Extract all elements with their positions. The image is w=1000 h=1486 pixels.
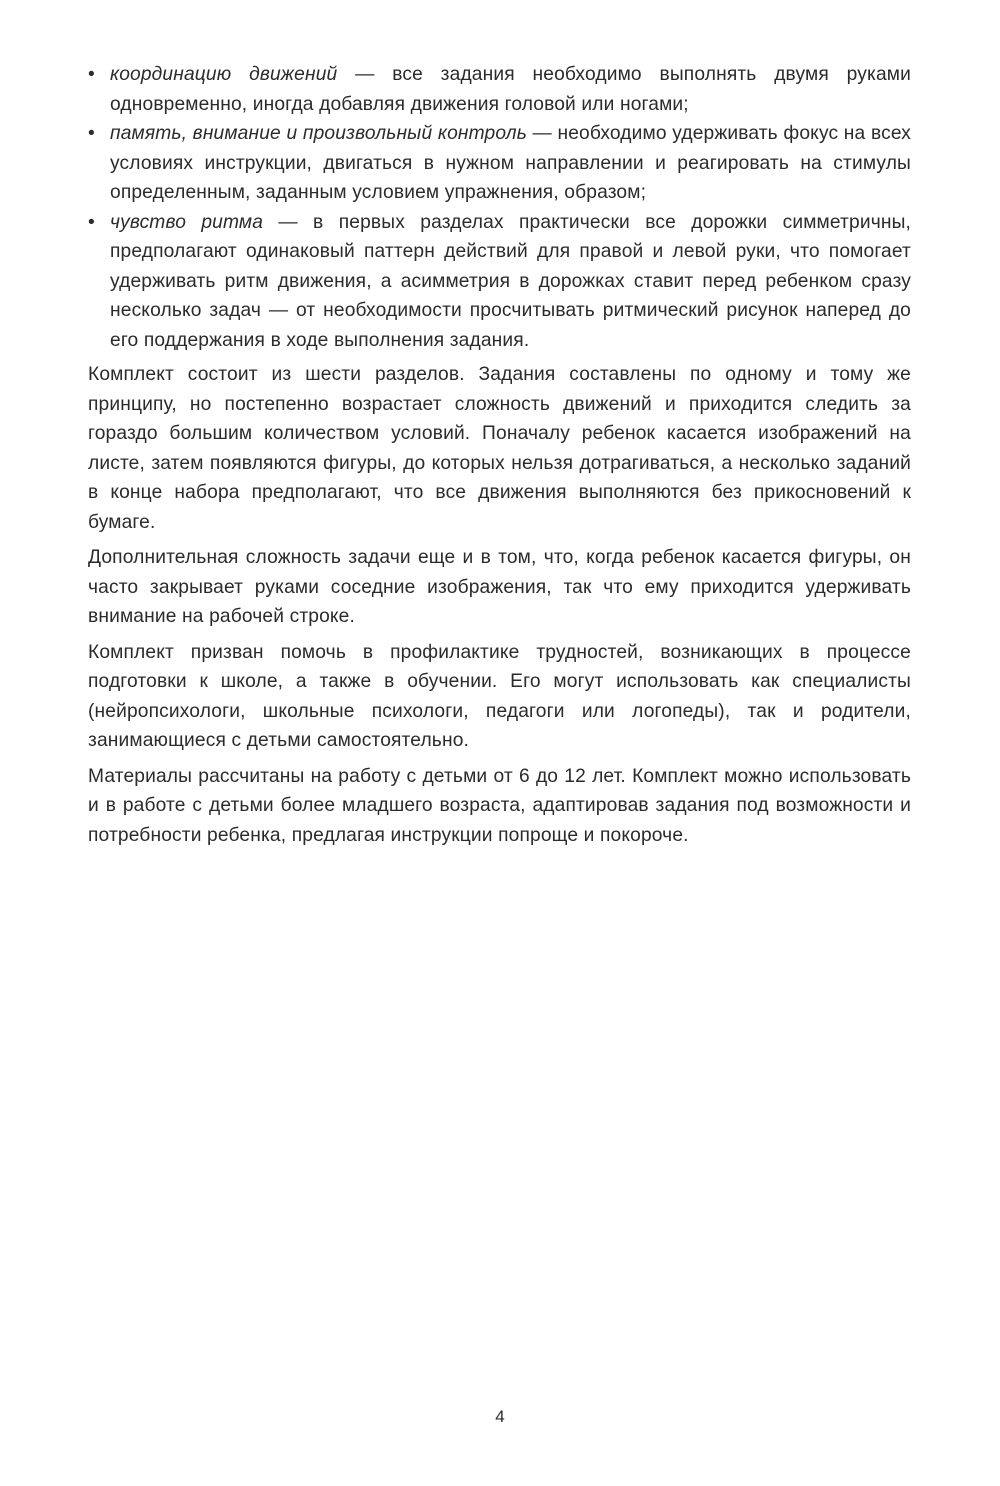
bullet-item-coordination [88,60,911,119]
paragraph-sections: Комплект состоит из шести разделов. Задания составлены по одному и тому же принципу, но постепенно возрастает сложность движений и приходится следить за гораздо большим количеством условий. Поначалу ребенок касается изображений на листе, затем появляются фигуры, до которых нельзя дотрагиваться, а несколько заданий в конце набора предполагают, что все движения выполняются без прикосновений к бумаге. [88,364,911,533]
bullet-term: координацию движений [110,64,338,85]
bullet-item-rhythm [88,208,911,356]
paragraph-purpose: Комплект призван помочь в профилактике трудностей, возникающих в процессе подготовки к школе, а также в обучении. Его могут использовать как специалисты (нейропсихологи, школьные психологи, педагоги или логопеды), так и родители, занимающиеся с детьми самостоятельно. [88,641,911,751]
bullet-term: память, внимание и произвольный контроль [110,123,527,144]
bullet-text: — в первых разделах практически все дорожки симметричны, предполагают одинаковый паттерн действий для правой и левой руки, что помогает удерживать ритм движения, а асимметрия в дорожках ставит перед ребенком сразу несколько задач — от необходимости просчитывать ритмический рисунок наперед до его поддержания в ходе выполнения задания. [110,211,912,351]
page-body [88,60,911,850]
bullet-marker: • [88,64,95,85]
bullet-item-memory-attention [88,119,911,208]
bullet-marker: • [88,123,95,144]
bullet-text: — необходимо удерживать фокус на всех условиях инструкции, двигаться в нужном направлении и реагировать на стимулы определенным, заданным условием упражнения, образом; [110,123,911,203]
skills-bullet-list [88,60,911,355]
bullet-text: — все задания необходимо выполнять двумя руками одновременно, иногда добавляя движения головой или ногами; [110,64,911,115]
bullet-term: чувство ритма [110,211,264,233]
paragraph-difficulty: Дополнительная сложность задачи еще и в том, что, когда ребенок касается фигуры, он часто закрывает руками соседние изображения, так что ему приходится удерживать внимание на рабочей строке. [88,547,911,627]
paragraph-age-range: Материалы рассчитаны на работу с детьми от 6 до 12 лет. Комплект можно использовать и в работе с детьми более младшего возраста, адаптировав задания под возможности и потребности ребенка, предлагая инструкции попроще и покороче. [88,765,911,846]
page-number: 4 [495,1407,505,1426]
bullet-marker: • [88,211,95,233]
